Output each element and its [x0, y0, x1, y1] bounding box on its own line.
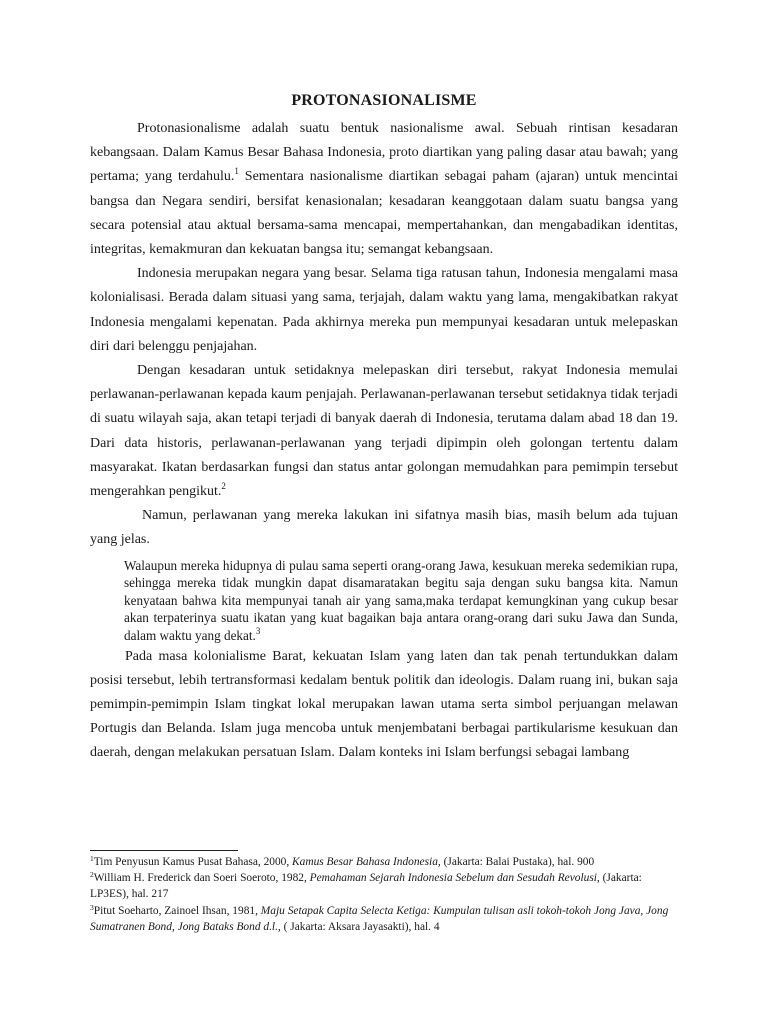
footnote-number: 3: [90, 902, 94, 912]
footnote-number: 2: [90, 870, 94, 880]
paragraph-1-text-a: Protonasionalisme adalah suatu bentuk nasionalisme awal. Sebuah rintisan kesadaran kebangsaan. Dalam Kamus Besar Bahasa Indonesia, proto diartikan yang paling dasar atau bawah; yang pertama; yang terdahulu.: [90, 121, 678, 185]
page-title: PROTONASIONALISME: [291, 92, 477, 109]
paragraph-3-text: Dengan kesadaran untuk setidaknya melepaskan diri tersebut, rakyat Indonesia memulai perlawanan-perlawanan kepada kaum penjajah. Perlawanan-perlawanan tersebut setidaknya tidak terjadi di suatu wilayah saja, akan tetapi terjadi di banyak daerah di Indonesia, terutama dalam abad 18 dan 19. Dari data historis, perlawanan-perlawanan yang terjadi dipimpin oleh golongan tertentu dalam masyarakat. Ikatan berdasarkan fungsi dan status antar golongan memudahkan para pemimpin tersebut mengerahkan pengikut.: [90, 363, 678, 500]
paragraph-1-text-b: Sementara nasionalisme diartikan sebagai paham (ajaran) untuk mencintai bangsa dan Negara sendiri, bersifat kenasionalan; kesadaran keanggotaan dalam suatu bangsa yang secara potensial atau aktual bersama-sama mencapai, mempertahankan, dan mengabadikan identitas, integritas, kemakmuran dan kekuatan bangsa itu; semangat kebangsaan.: [90, 169, 678, 258]
footnote-title: Kamus Besar Bahasa Indonesia,: [292, 856, 441, 868]
document-page: [90, 92, 678, 766]
footnote-title: Pemahaman Sejarah Indonesia Sebelum dan Sesudah Revolusi: [309, 872, 597, 885]
footnote-text: , (Jakarta: LP3ES), hal. 217: [90, 872, 642, 901]
block-quote: [124, 557, 678, 645]
footnote-ref-3: 3: [255, 626, 261, 637]
footnotes: [90, 854, 680, 935]
footnote-3: [90, 903, 680, 935]
paragraph-3: [90, 359, 678, 504]
footnote-ref-2: 2: [221, 481, 226, 492]
paragraph-5: Pada masa kolonialisme Barat, kekuatan Islam yang laten dan tak penah tertundukkan dalam posisi tersebut, lebih tertransformasi kedalam bentuk politik dan ideologis. Dalam ruang ini, bukan saja pemimpin-pemimpin Islam tingkat lokal merupakan lawan utama serta simbol perjuangan melawan Portugis dan Belanda. Islam juga mencoba untuk menjembatani berbagai partikularisme kesukuan dan daerah, dengan melakukan persatuan Islam. Dalam konteks ini Islam berfungsi sebagai lambang: [90, 648, 678, 761]
block-quote-text: Walaupun mereka hidupnya di pulau sama seperti orang-orang Jawa, kesukuan mereka sedemikian rupa, sehingga mereka tidak mungkin dapat disamaratakan begitu saja dengan suku bangsa kita. Namun kenyataan bahwa kita mempunyai tanah air yang sama,maka terdapat kemungkinan yang cukup besar akan terpaterinya suatu ikatan yang kuat bagaikan baja antara orang-orang dari suku Jawa dan Sunda, dalam waktu yang dekat.: [124, 557, 678, 644]
paragraph-1: [90, 117, 678, 262]
footnote-text: Pitut Soeharto, Zainoel Ihsan, 1981,: [93, 904, 261, 917]
footnote-divider: [90, 850, 238, 851]
paragraph-4: Namun, perlawanan yang mereka lakukan ini sifatnya masih bias, masih belum ada tujuan yang jelas.: [90, 508, 678, 548]
footnote-2: [90, 870, 680, 902]
footnote-text: (Jakarta: Balai Pustaka), hal. 900: [440, 856, 595, 868]
footnote-1: [90, 854, 680, 870]
footnote-text: ( Jakarta: Aksara Jayasakti), hal. 4: [280, 920, 440, 933]
paragraph-2: Indonesia merupakan negara yang besar. Selama tiga ratusan tahun, Indonesia mengalami masa kolonialisasi. Berada dalam situasi yang sama, terjajah, dalam waktu yang lama, mengakibatkan rakyat Indonesia mengalami kepenatan. Pada akhirnya mereka pun mempunyai kesadaran untuk melepaskan diri dari belenggu penjajahan.: [90, 266, 678, 354]
footnote-ref-1: 1: [234, 166, 239, 177]
footnote-number: 1: [90, 854, 94, 863]
footnote-text: William H. Frederick dan Soeri Soeroto, 1982,: [93, 872, 310, 885]
footnote-text: Tim Penyusun Kamus Pusat Bahasa, 2000,: [93, 856, 293, 868]
footnote-title: Maju Setapak Capita Selecta Ketiga: Kumpulan tulisan asli tokoh-tokoh Jong Java, Jong Sumatranen Bond, Jong Bataks Bond d.l.,: [90, 904, 669, 933]
